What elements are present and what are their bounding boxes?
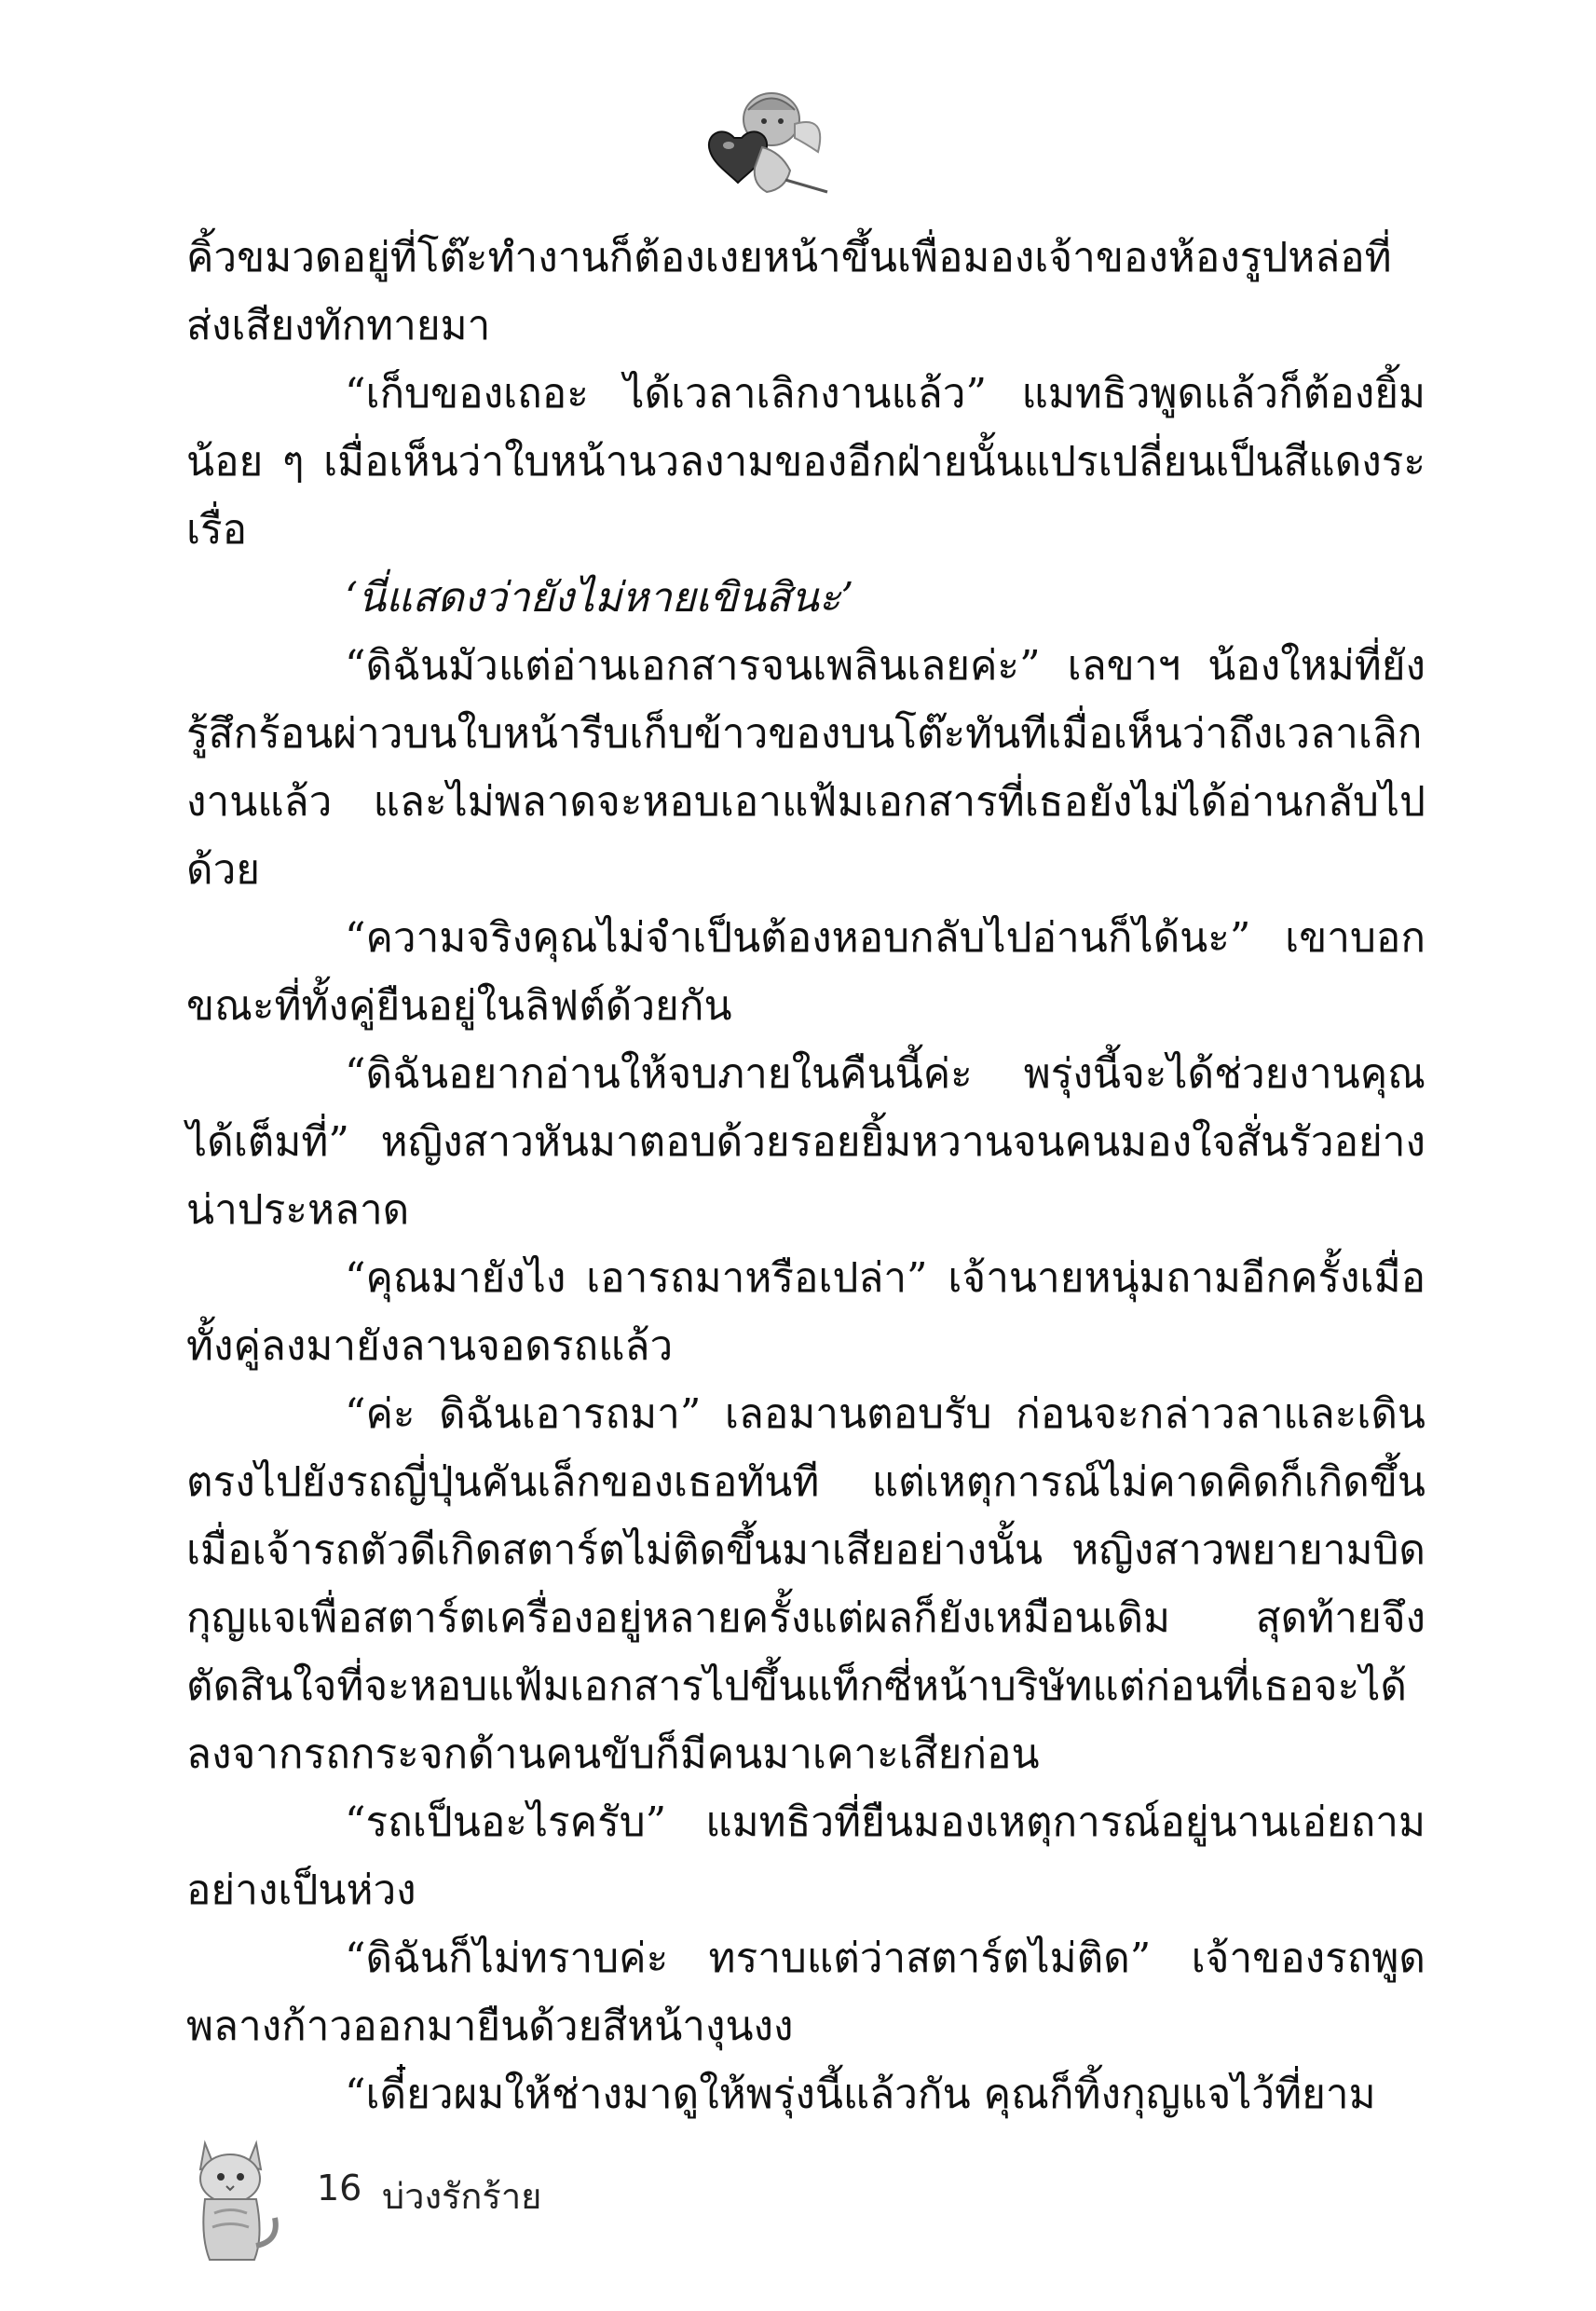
paragraph: “รถเป็นอะไรครับ” แมทธิวที่ยืนมองเหตุการณ์อยู่นานเอ่ยถามอย่างเป็นห่วง [186, 1798, 1425, 1914]
paragraph: “ความจริงคุณไม่จำเป็นต้องหอบกลับไปอ่านก็ได้นะ” เขาบอกขณะที่ทั้งคู่ยืนอยู่ในลิฟต์ด้วยกัน [186, 914, 1425, 1030]
page-footer [182, 2125, 741, 2274]
paragraph: “ดิฉันอยากอ่านให้จบภายในคืนนี้ค่ะ พรุ่งนี้จะได้ช่วยงานคุณได้เต็มที่” หญิงสาวหันมาตอบด้วยรอยยิ้มหวานจนคนมองใจสั่นรัวอย่างน่าประหลาด [186, 1050, 1425, 1234]
paragraph-italic-thought: ‘นี่แสดงว่ายังไม่หายเขินสินะ’ [345, 574, 854, 622]
paragraph: “ดิฉันก็ไม่ทราบค่ะ ทราบแต่ว่าสตาร์ตไม่ติด” เจ้าของรถพูดพลางก้าวออกมายืนด้วยสีหน้างุนงง [186, 1935, 1425, 2050]
paragraph: “เดี๋ยวผมให้ช่างมาดูให้พรุ่งนี้แล้วกัน คุณก็ทิ้งกุญแจไว้ที่ยาม [345, 2071, 1376, 2118]
paragraph: “ค่ะ ดิฉันเอารถมา” เลอมานตอบรับ ก่อนจะกล่าวลาและเดินตรงไปยังรถญี่ปุ่นคันเล็กของเธอทันที แต่เหตุการณ์ไม่คาดคิดก็เกิดขึ้นเมื่อเจ้ารถตัวดีเกิดสตาร์ตไม่ติดขึ้นมาเสียอย่างนั้น หญิงสาวพยายามบิดกุญแจเพื่อสตาร์ตเครื่องอยู่หลายครั้งแต่ผลก็ยังเหมือนเดิม สุดท้ายจึงตัดสินใจที่จะหอบแฟ้มเอกสารไปขึ้นแท็กซี่หน้าบริษัทแต่ก่อนที่เธอจะได้ลงจากรถกระจกด้านคนขับก็มีคนมาเคาะเสียก่อน [186, 1390, 1425, 1778]
book-title: บ่วงรักร้าย [382, 2176, 542, 2217]
page-number: 16 [317, 2167, 362, 2208]
paragraph: “ดิฉันมัวแต่อ่านเอกสารจนเพลินเลยค่ะ” เลขาฯ น้องใหม่ที่ยังรู้สึกร้อนผ่าวบนใบหน้ารีบเก็บข้าวของบนโต๊ะทันทีเมื่อเห็นว่าถึงเวลาเลิกงานแล้ว และไม่พลาดจะหอบเอาแฟ้มเอกสารที่เธอยังไม่ได้อ่านกลับไปด้วย [186, 642, 1425, 894]
body-text [186, 224, 1425, 2128]
paragraph: คิ้วขมวดอยู่ที่โต๊ะทำงานก็ต้องเงยหน้าขึ้นเพื่อมองเจ้าของห้องรูปหล่อที่ส่งเสียงทักทายมา [186, 234, 1392, 349]
kitten-icon [182, 2125, 284, 2264]
cupid-with-heart-icon [697, 82, 837, 203]
paragraph: “คุณมายังไง เอารถมาหรือเปล่า” เจ้านายหนุ่มถามอีกครั้งเมื่อทั้งคู่ลงมายังลานจอดรถแล้ว [186, 1254, 1425, 1370]
paragraph: “เก็บของเถอะ ได้เวลาเลิกงานแล้ว” แมทธิวพูดแล้วก็ต้องยิ้มน้อย ๆ เมื่อเห็นว่าใบหน้านวลงามของอีกฝ่ายนั้นแปรเปลี่ยนเป็นสีแดงระเรื่อ [186, 370, 1425, 554]
